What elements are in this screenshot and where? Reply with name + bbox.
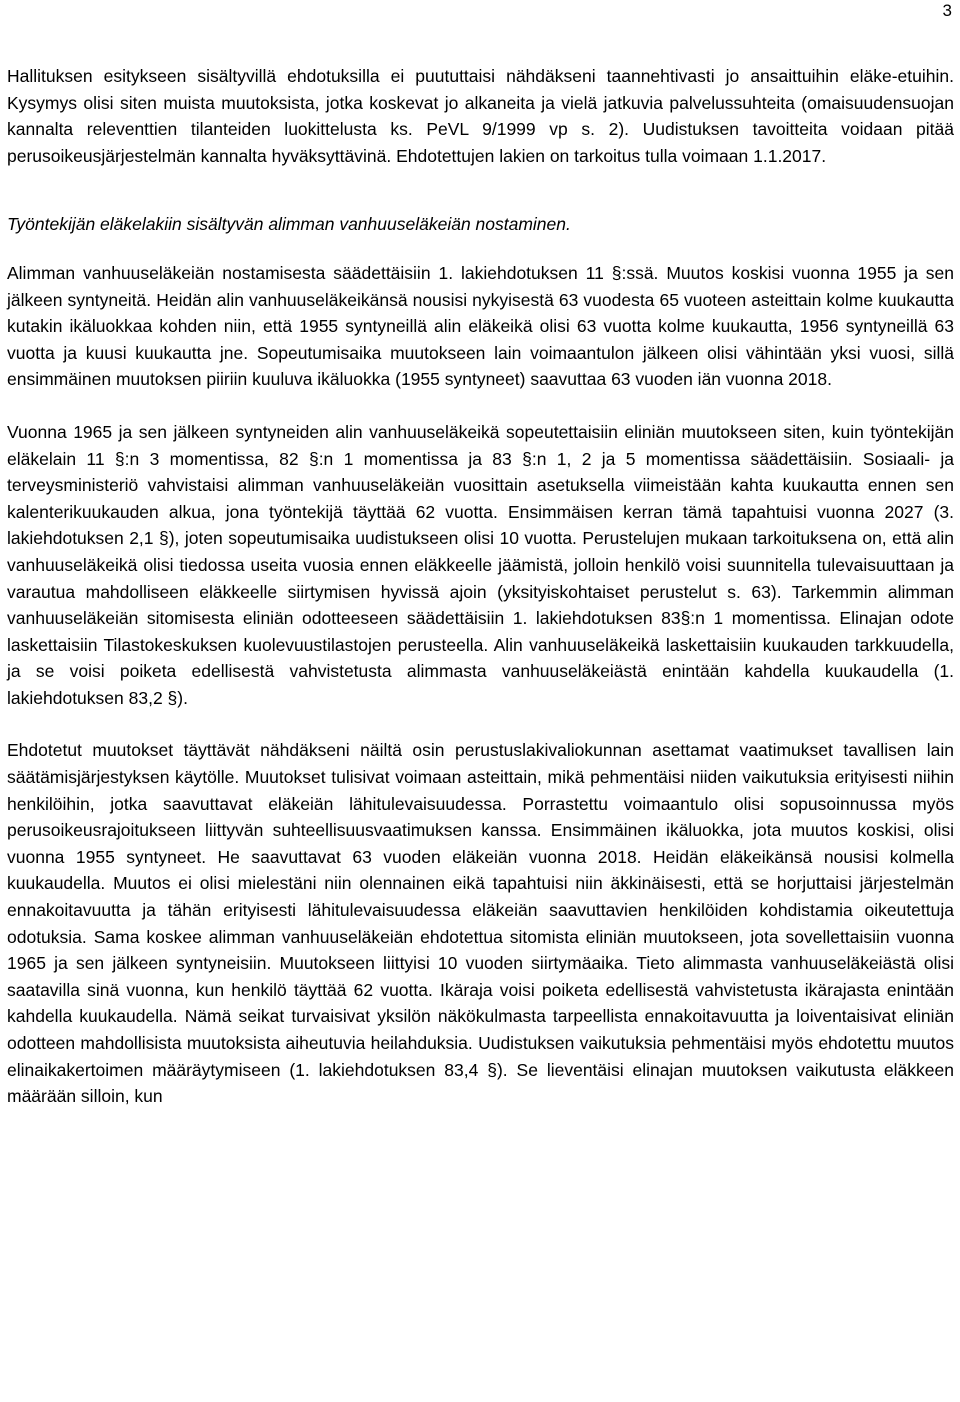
paragraph-life-expectancy-link: Vuonna 1965 ja sen jälkeen syntyneiden alin vanhuuseläkeikä sopeutettaisiin eliniän muutokseen siten, kuin työntekijän eläkelain 11 §:n 3 momentissa, 82 §:n 1 momentissa ja 83 §:n 1, 2 ja 5 momentissa säädettäisiin. Sosiaali- ja terveysministeriö vahvistaisi alimman vanhuuseläkeiän vuosittain asetuksella viimeistään kahta kuukautta ennen sen kalenterikuukauden alkua, jona työntekijä täyttää 62 vuotta. Ensimmäisen kerran tämä tapahtuisi vuonna 2027 (3. lakiehdotuksen 2,1 §), joten sopeutumisaika uudistukseen olisi 10 vuotta. Perustelujen mukaan tarkoituksena on, että alin vanhuuseläkeikä olisi tiedossa useita vuosia ennen eläkkeelle jäämistä, jolloin henkilö voisi suunnitella tulevaisuuttaan ja varautua mahdolliseen eläkkeelle siirtymisen hyvissä ajoin (yksityiskohtaiset perustelut s. 63). Tarkemmin alimman vanhuuseläkeiän sitomisesta eliniän odotteeseen säädettäisiin 1. lakiehdotuksen 83§:n 1 momentissa. Elinajan odote laskettaisiin Tilastokeskuksen kuolevuustilastojen perusteella. Alin vanhuuseläkeikä laskettaisiin kuukauden tarkkuudella, ja se voisi poiketa edellisestä vahvistetusta alimmasta vanhuuseläkeiästä enintään kahdella kuukaudella (1. lakiehdotuksen 83,2 §). <box>7 421 954 708</box>
section-heading: Työntekijän eläkelakiin sisältyvän alimman vanhuuseläkeiän nostaminen. <box>7 214 571 235</box>
document-body <box>7 63 954 1110</box>
paragraph-assessment: Ehdotetut muutokset täyttävät nähdäkseni näiltä osin perustuslakivaliokunnan asettamat vaatimukset tavallisen lain säätämisjärjestyksen käytölle. Muutokset tulisivat voimaan asteittain, mikä pehmentäisi niiden vaikutuksia erityisesti niihin henkilöihin, jotka saavuttavat eläkeiän lähitulevaisuudessa. Porrastettu voimaantulo olisi sopusoinnussa myös perusoikeusrajoitukseen liittyvän suhteellisuusvaatimuksen kanssa. Ensimmäinen ikäluokka, jota muutos koskisi, olisi vuonna 1955 syntyneet. He saavuttavat 63 vuoden eläkeiän vuonna 2018. Heidän eläkeikänsä nousisi kolmella kuukaudella. Muutos ei olisi mielestäni niin olennainen eikä tapahtuisi niin äkkinäisesti, että se horjuttaisi järjestelmän ennakoitavuutta ja tähän erityisesti lähitulevaisuudessa eläkeiän saavuttavien henkilöiden kohdistamia oikeutettuja odotuksia. Sama koskee alimman vanhuuseläkeiän ehdotettua sitomista eliniän muutokseen, jota sovellettaisiin vuonna 1965 ja sen jälkeen syntyneisiin. Muutokseen liittyisi 10 vuoden siirtymäaika. Tieto alimmasta vanhuuseläkeiästä olisi saatavilla sinä vuonna, kun henkilö täyttää 62 vuotta. Ikäraja voisi poiketa edellisestä vahvistetusta ikärajasta enintään kahdella kuukaudella. Nämä seikat turvaisivat yksilön näkökulmasta tarpeellista ennakoitavuutta ja loiventaisivat eliniän odotteen mahdollisista muutoksista aiheutuvia heilahduksia. Uudistuksen vaikutuksia pehmentäisi myös ehdotettu muutos elinaikakertoimen määräytymiseen (1. lakiehdotuksen 83,4 §). Se lieventäisi elinajan muutoksen vaikutusta eläkkeen määrään silloin, kun <box>7 740 954 1107</box>
paragraph-retirement-age-increase: Alimman vanhuuseläkeiän nostamisesta säädettäisiin 1. lakiehdotuksen 11 §:ssä. Muutos koskisi vuonna 1955 ja sen jälkeen syntyneitä. Heidän alin vanhuuseläkeikänsä nousisi nykyisestä 63 vuodesta 65 vuoteen asteittain kolme kuukautta kutakin ikäluokkaa kohden niin, että 1955 syntyneillä alin eläkeikä olisi 63 vuotta kolme kuukautta, 1956 syntyneillä 63 vuotta ja kuusi kuukautta jne. Sopeutumisaika muutokseen lain voimaantulon jälkeen olisi vähintään yksi vuosi, sillä ensimmäinen muutoksen piiriin kuuluva ikäluokka (1955 syntyneet) saavuttaa 63 vuoden iän vuonna 2018. <box>7 262 954 390</box>
paragraph-intro: Hallituksen esitykseen sisältyvillä ehdotuksilla ei puututtaisi nähdäkseni taannehtivasti jo ansaittuihin eläke-etuihin. Kysymys olisi siten muista muutoksista, jotka koskevat jo alkaneita ja vielä jatkuvia palvelussuhteita (omaisuudensuojan kannalta releventtien tilanteiden luokittelusta ks. PeVL 9/1999 vp s. 2). Uudistuksen tavoitteita voidaan pitää perusoikeusjärjestelmän kannalta hyväksyttävinä. Ehdotettujen lakien on tarkoitus tulla voimaan 1.1.2017. <box>7 66 954 166</box>
page-number: 3 <box>942 1 952 20</box>
